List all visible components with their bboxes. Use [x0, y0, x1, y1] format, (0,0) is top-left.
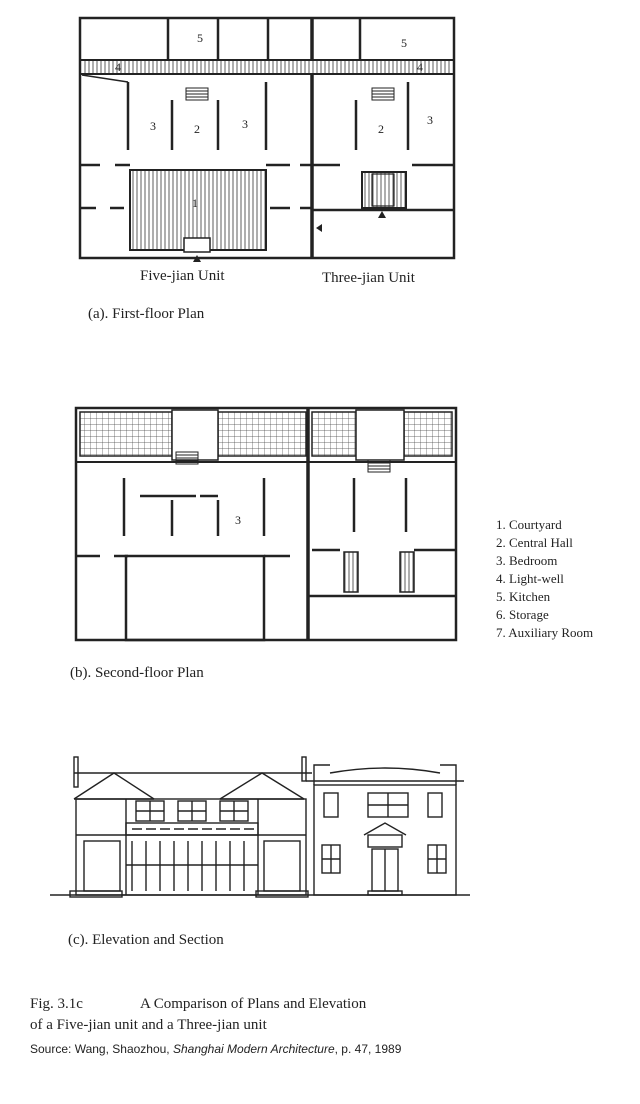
source-prefix: Source: Wang, Shaozhou, [30, 1042, 173, 1056]
legend-item: 7. Auxiliary Room [496, 625, 594, 640]
first-floor-plan [0, 0, 640, 330]
legend-item: 3. Bedroom [496, 553, 558, 568]
unit-label-five-jian: Five-jian Unit [140, 268, 225, 284]
figure-number: Fig. 3.1c [30, 996, 83, 1012]
source-suffix: , p. 47, 1989 [334, 1042, 402, 1056]
room-label-bedroom: 3 [235, 513, 241, 527]
elevation-caption: (c). Elevation and Section [68, 932, 224, 948]
unit-label-three-jian: Three-jian Unit [322, 270, 415, 286]
source-title: Shanghai Modern Architecture [172, 1042, 335, 1056]
room-label-bedroom: 3 [427, 113, 433, 127]
legend-item: 6. Storage [496, 607, 549, 622]
figure-source [30, 1042, 401, 1056]
legend-item: 1. Courtyard [496, 517, 562, 532]
room-label-bedroom: 3 [150, 119, 156, 133]
elevation-drawing [0, 745, 640, 915]
second-floor-caption: (b). Second-floor Plan [70, 665, 204, 681]
room-label-bedroom: 3 [242, 117, 248, 131]
room-label-courtyard: 1 [192, 196, 198, 210]
lightwell-strip [82, 61, 452, 73]
roof-tiles [404, 412, 452, 456]
figure-title-line2: of a Five-jian unit and a Three-jian unit [30, 1017, 267, 1033]
legend-item: 4. Light-well [496, 571, 564, 586]
room-label-kitchen: 5 [401, 36, 407, 50]
room-label-kitchen: 5 [197, 31, 203, 45]
first-floor-caption: (a). First-floor Plan [88, 306, 205, 322]
room-label-hall: 2 [194, 122, 200, 136]
room-label-hall: 2 [378, 122, 384, 136]
room-label-lightwell: 4 [115, 60, 121, 74]
legend-item: 5. Kitchen [496, 589, 551, 604]
room-legend [496, 516, 593, 642]
figure-title-line1: A Comparison of Plans and Elevation [140, 996, 367, 1012]
room-label-lightwell: 4 [417, 60, 423, 74]
legend-item: 2. Central Hall [496, 535, 573, 550]
roof-tiles [80, 412, 172, 456]
roof-tiles [218, 412, 306, 456]
roof-tiles [312, 412, 356, 456]
courtyard-three-jian [362, 172, 406, 208]
